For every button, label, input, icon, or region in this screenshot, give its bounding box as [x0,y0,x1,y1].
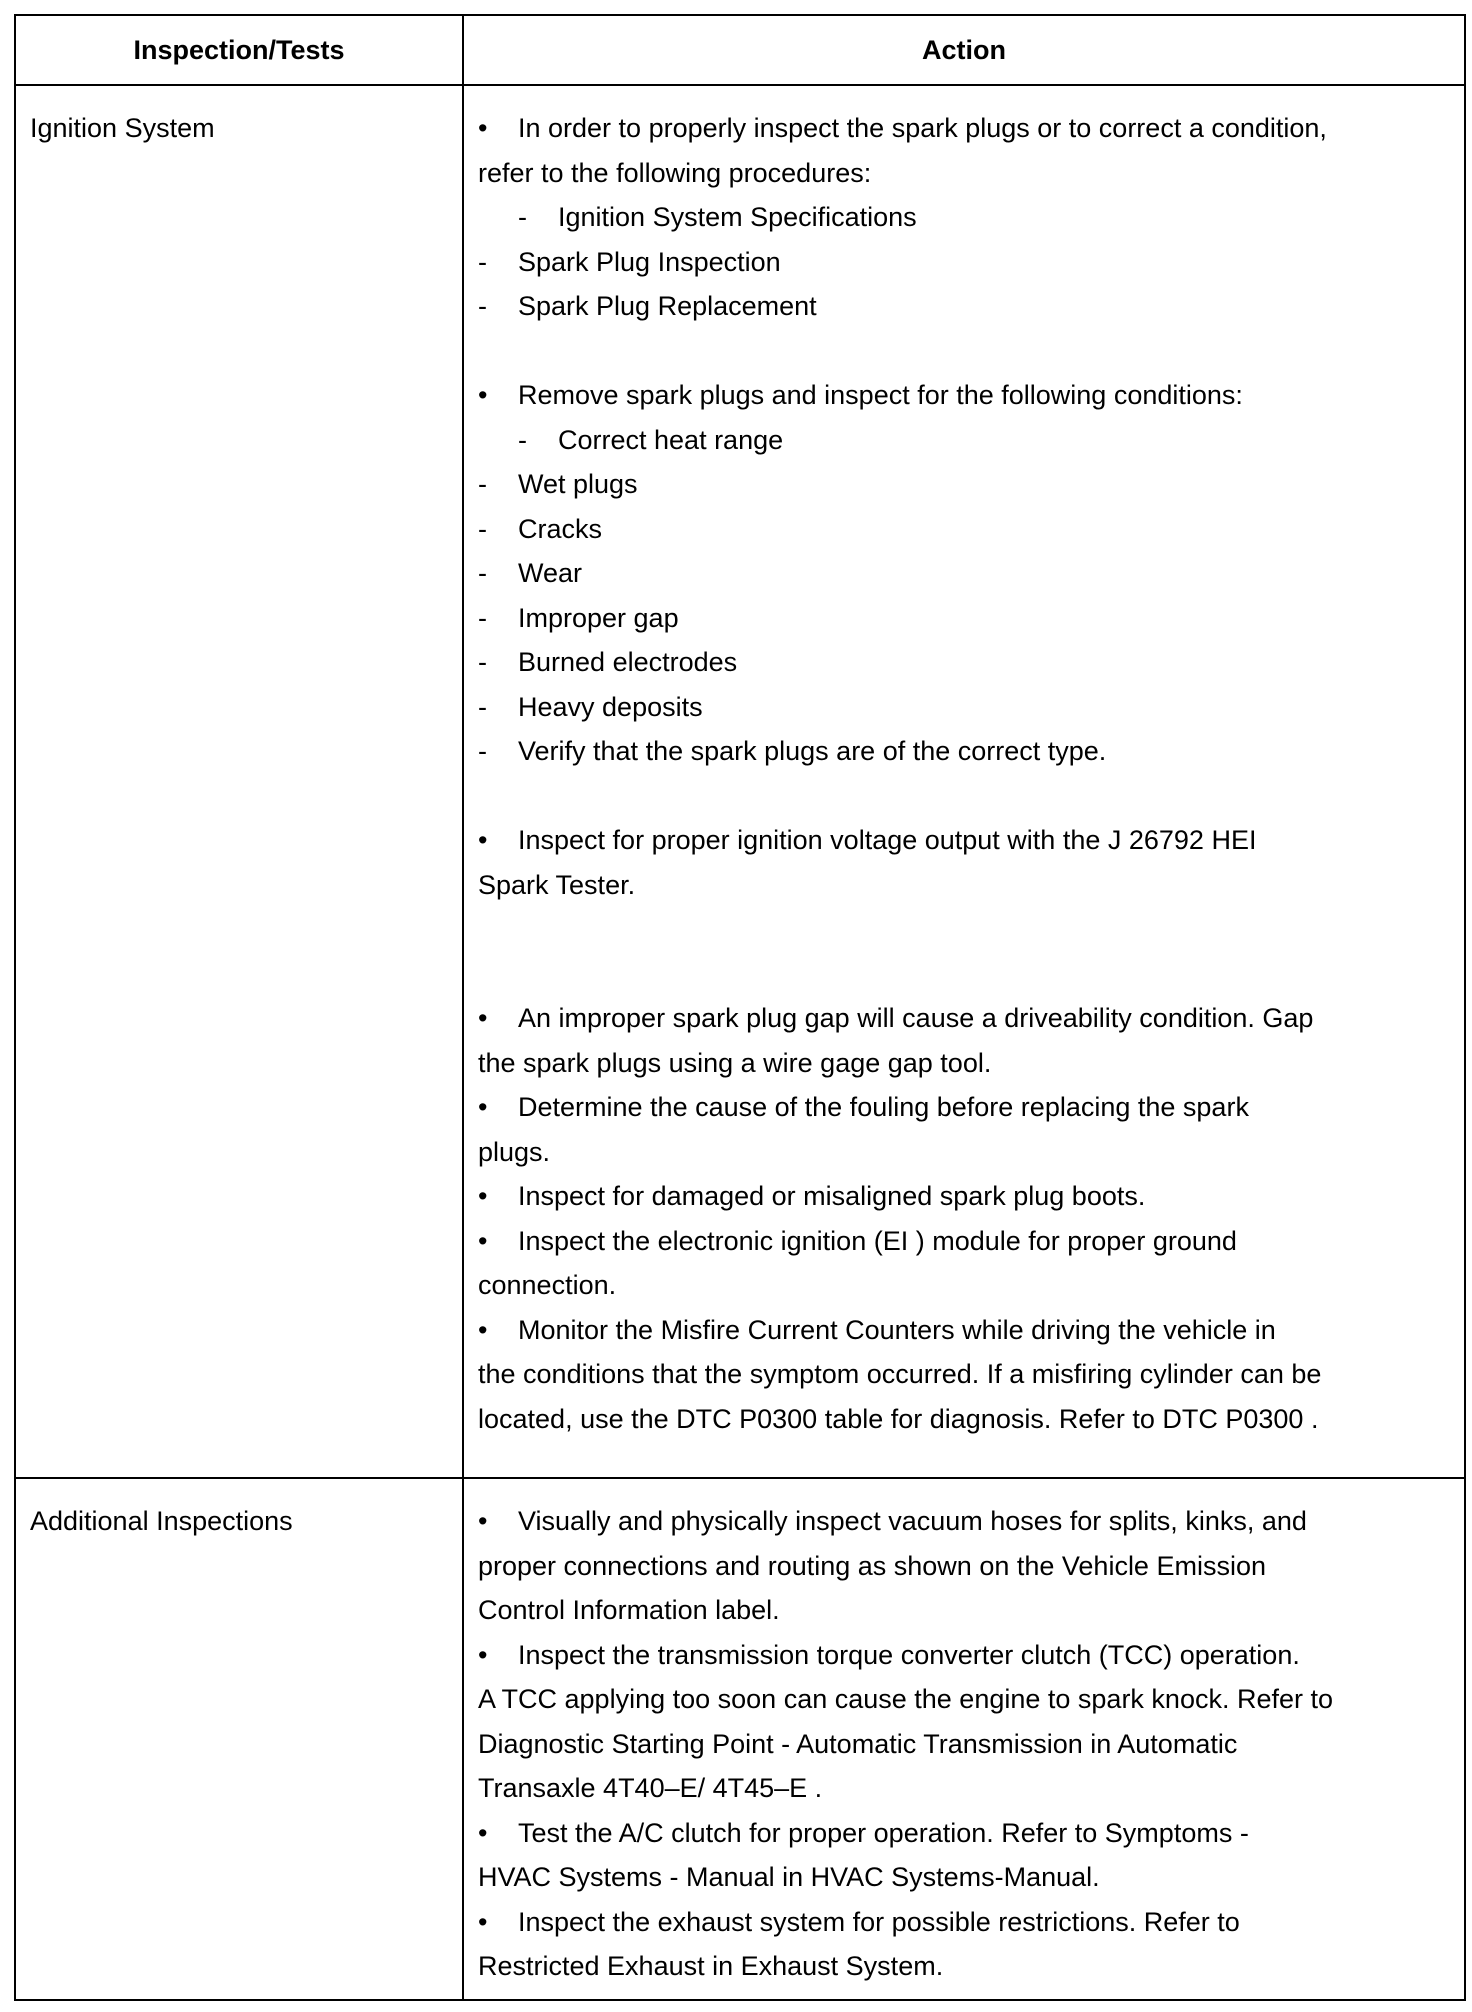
row-label-ignition-system: Ignition System [15,85,463,1478]
bullet-item: • Remove spark plugs and inspect for the following conditions: [478,380,1243,410]
inspection-table [14,14,1466,2001]
bullet-item: • An improper spark plug gap will cause a driveability condition. Gap [478,1003,1314,1033]
condition-item: - Verify that the spark plugs are of the correct type. [478,736,1107,766]
bullet-item: • Inspect for damaged or misaligned spark plug boots. [478,1181,1146,1211]
bullet-item: • In order to properly inspect the spark plugs or to correct a condition, [478,106,1448,151]
condition-item: - Correct heat range [518,424,784,455]
condition-item: - Wear [478,558,583,588]
procedure-item: - Ignition System Specifications [518,202,917,232]
condition-item: - Burned electrodes [478,647,738,677]
bullet-item: • Determine the cause of the fouling before replacing the spark [478,1092,1249,1122]
row-action-additional-inspections: • Visually and physically inspect vacuum hoses for splits, kinks, and proper connections and routing as shown on the Vehicle Emission Control Information label. • Inspect the transmission torque converter clutch (TCC) operation. A TCC applying too soon can cause the engine to spark knock. Refer to Diagnostic Starting Point - Automatic Transmission in Automatic Transaxle 4T40–E/ 4T45–E . • Test the A/C clutch for proper operation. Refer to Symptoms - HVAC Systems - Manual in HVAC Systems-Manual. • Inspect the exhaust system for possible restrictions. Refer to Restricted Exhaust in Exhaust System. [463,1478,1465,2000]
row-action-ignition-system: • In order to properly inspect the spark plugs or to correct a condition, refer to the following procedures: - Ignition System Specifications - Spark Plug Inspection - Spark Plug Replacement • Remove spark plugs and inspect for the following conditions: - Correct heat range - Wet plugs - Cracks - Wear - Improper gap - Burned electrodes - Heavy deposits - Verify that the spark plugs are of the correct type. • Inspect for proper ignition voltage output with the J 26792 HEI Spark Tester. • An improper spark plug gap will cause a driveability condition. Gap the spark plugs using a wire gage gap tool. • Determine the cause of the fouling before replacing the spark plugs. • Inspect for damaged or misaligned spark plug boots. • Inspect the electronic ignition (EI ) module for proper ground connection. • Monitor the Misfire Current Counters while driving the vehicle in the conditions that the symptom occurred. If a misfiring cylinder can be located, use the DTC P0300 table for diagnosis. Refer to DTC P0300 . [463,85,1465,1478]
procedure-item: - Spark Plug Inspection [478,246,781,277]
bullet-item: • Test the A/C clutch for proper operation. Refer to Symptoms - [478,1817,1249,1848]
row-label-additional-inspections: Additional Inspections [15,1478,463,2000]
procedure-item: - Spark Plug Replacement [478,291,817,321]
bullet-item: • Inspect the exhaust system for possible restrictions. Refer to [478,1906,1240,1937]
bullet-item: • Inspect the transmission torque converter clutch (TCC) operation. [478,1639,1300,1670]
table-row-additional-inspections [15,1478,1465,2000]
header-action: Action [463,15,1465,85]
bullet-item: • Visually and physically inspect vacuum hoses for splits, kinks, and [478,1506,1307,1536]
bullet-item: • Monitor the Misfire Current Counters while driving the vehicle in [478,1314,1276,1345]
header-row [15,15,1465,85]
condition-item: - Improper gap [478,602,679,633]
condition-item: - Cracks [478,513,603,544]
bullet-marker: • [478,113,488,143]
diagnosis-table-sheet [14,14,1464,1996]
condition-item: - Heavy deposits [478,691,703,722]
header-inspection-tests: Inspection/Tests [15,15,463,85]
bullet-item: • Inspect for proper ignition voltage output with the J 26792 HEI [478,825,1257,855]
bullet-item: • Inspect the electronic ignition (EI ) module for proper ground [478,1225,1237,1256]
condition-item: - Wet plugs [478,469,638,499]
table-row-ignition-system [15,85,1465,1478]
